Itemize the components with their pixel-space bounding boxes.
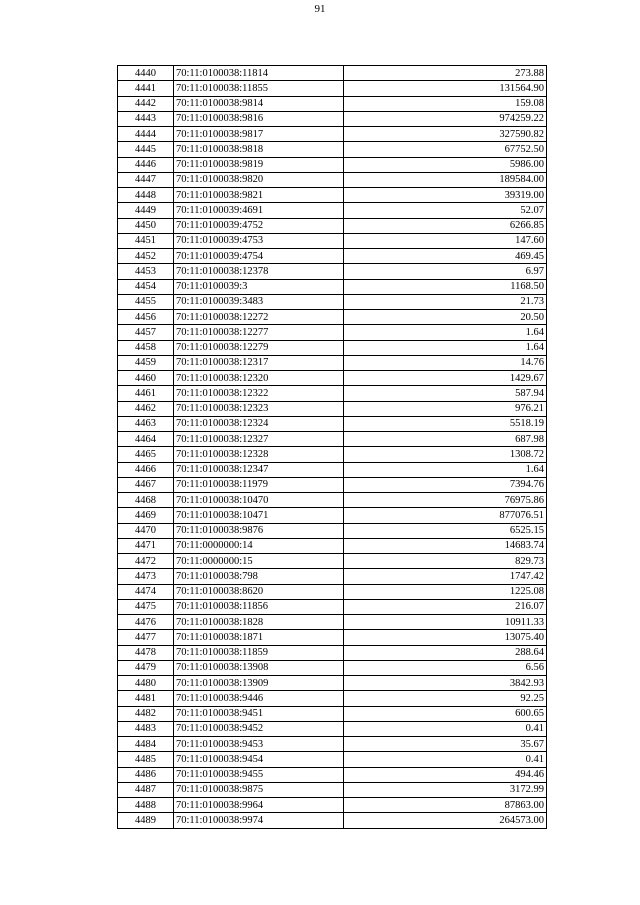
table-row bbox=[118, 447, 547, 462]
row-number-cell: 4459 bbox=[118, 355, 174, 370]
table-row bbox=[118, 386, 547, 401]
value-cell: 1429.67 bbox=[344, 371, 547, 386]
table-row bbox=[118, 401, 547, 416]
row-number-cell: 4486 bbox=[118, 767, 174, 782]
table-row bbox=[118, 142, 547, 157]
row-number-cell: 4444 bbox=[118, 127, 174, 142]
row-number-cell: 4448 bbox=[118, 188, 174, 203]
row-number-cell: 4487 bbox=[118, 782, 174, 797]
value-cell: 131564.90 bbox=[344, 81, 547, 96]
row-number-cell: 4480 bbox=[118, 676, 174, 691]
value-cell: 1.64 bbox=[344, 340, 547, 355]
row-number-cell: 4489 bbox=[118, 813, 174, 828]
cadastral-number-cell: 70:11:0100038:1871 bbox=[174, 630, 344, 645]
row-number-cell: 4458 bbox=[118, 340, 174, 355]
table-row bbox=[118, 523, 547, 538]
row-number-cell: 4481 bbox=[118, 691, 174, 706]
value-cell: 21.73 bbox=[344, 294, 547, 309]
cadastral-number-cell: 70:11:0100039:4753 bbox=[174, 233, 344, 248]
value-cell: 6525.15 bbox=[344, 523, 547, 538]
row-number-cell: 4441 bbox=[118, 81, 174, 96]
value-cell: 5986.00 bbox=[344, 157, 547, 172]
table-row bbox=[118, 599, 547, 614]
table-row bbox=[118, 371, 547, 386]
table-row bbox=[118, 325, 547, 340]
table-row bbox=[118, 508, 547, 523]
table-row bbox=[118, 493, 547, 508]
value-cell: 1.64 bbox=[344, 325, 547, 340]
cadastral-number-cell: 70:11:0100039:4754 bbox=[174, 249, 344, 264]
row-number-cell: 4468 bbox=[118, 493, 174, 508]
table-row bbox=[118, 279, 547, 294]
cadastral-number-cell: 70:11:0100038:9820 bbox=[174, 172, 344, 187]
table-row bbox=[118, 127, 547, 142]
value-cell: 35.67 bbox=[344, 737, 547, 752]
row-number-cell: 4479 bbox=[118, 660, 174, 675]
value-cell: 288.64 bbox=[344, 645, 547, 660]
cadastral-number-cell: 70:11:0100038:12317 bbox=[174, 355, 344, 370]
value-cell: 0.41 bbox=[344, 752, 547, 767]
row-number-cell: 4462 bbox=[118, 401, 174, 416]
value-cell: 1.64 bbox=[344, 462, 547, 477]
table-row bbox=[118, 706, 547, 721]
value-cell: 0.41 bbox=[344, 721, 547, 736]
value-cell: 587.94 bbox=[344, 386, 547, 401]
table-row bbox=[118, 218, 547, 233]
value-cell: 974259.22 bbox=[344, 111, 547, 126]
cadastral-number-cell: 70:11:0100038:10471 bbox=[174, 508, 344, 523]
cadastral-number-cell: 70:11:0100038:9974 bbox=[174, 813, 344, 828]
table-row bbox=[118, 737, 547, 752]
table-row bbox=[118, 340, 547, 355]
value-cell: 469.45 bbox=[344, 249, 547, 264]
value-cell: 67752.50 bbox=[344, 142, 547, 157]
cadastral-number-cell: 70:11:0100038:11856 bbox=[174, 599, 344, 614]
cadastral-number-cell: 70:11:0100038:11979 bbox=[174, 477, 344, 492]
value-cell: 13075.40 bbox=[344, 630, 547, 645]
cadastral-number-cell: 70:11:0100038:12327 bbox=[174, 432, 344, 447]
cadastral-number-cell: 70:11:0100038:9454 bbox=[174, 752, 344, 767]
value-cell: 3172.99 bbox=[344, 782, 547, 797]
row-number-cell: 4464 bbox=[118, 432, 174, 447]
cadastral-number-cell: 70:11:0100038:12347 bbox=[174, 462, 344, 477]
value-cell: 1225.08 bbox=[344, 584, 547, 599]
cadastral-number-cell: 70:11:0100038:12378 bbox=[174, 264, 344, 279]
table-row bbox=[118, 157, 547, 172]
row-number-cell: 4452 bbox=[118, 249, 174, 264]
row-number-cell: 4460 bbox=[118, 371, 174, 386]
cadastral-number-cell: 70:11:0100038:12323 bbox=[174, 401, 344, 416]
table-row bbox=[118, 233, 547, 248]
table-body bbox=[118, 66, 547, 829]
table-row bbox=[118, 355, 547, 370]
row-number-cell: 4449 bbox=[118, 203, 174, 218]
cadastral-number-cell: 70:11:0100038:12328 bbox=[174, 447, 344, 462]
table-row bbox=[118, 111, 547, 126]
row-number-cell: 4484 bbox=[118, 737, 174, 752]
value-cell: 20.50 bbox=[344, 310, 547, 325]
row-number-cell: 4445 bbox=[118, 142, 174, 157]
table-row bbox=[118, 554, 547, 569]
cadastral-number-cell: 70:11:0100038:9876 bbox=[174, 523, 344, 538]
cadastral-number-cell: 70:11:0100038:13909 bbox=[174, 676, 344, 691]
row-number-cell: 4443 bbox=[118, 111, 174, 126]
table-row bbox=[118, 310, 547, 325]
cadastral-number-cell: 70:11:0100038:12277 bbox=[174, 325, 344, 340]
value-cell: 327590.82 bbox=[344, 127, 547, 142]
table-row bbox=[118, 294, 547, 309]
value-cell: 877076.51 bbox=[344, 508, 547, 523]
table-row bbox=[118, 203, 547, 218]
value-cell: 976.21 bbox=[344, 401, 547, 416]
row-number-cell: 4467 bbox=[118, 477, 174, 492]
table-row bbox=[118, 798, 547, 813]
value-cell: 189584.00 bbox=[344, 172, 547, 187]
cadastral-number-cell: 70:11:0100038:9875 bbox=[174, 782, 344, 797]
cadastral-number-cell: 70:11:0100039:3483 bbox=[174, 294, 344, 309]
table-row bbox=[118, 172, 547, 187]
row-number-cell: 4440 bbox=[118, 66, 174, 81]
value-cell: 10911.33 bbox=[344, 615, 547, 630]
cadastral-number-cell: 70:11:0100038:12320 bbox=[174, 371, 344, 386]
row-number-cell: 4465 bbox=[118, 447, 174, 462]
cadastral-number-cell: 70:11:0100038:8620 bbox=[174, 584, 344, 599]
value-cell: 52.07 bbox=[344, 203, 547, 218]
value-cell: 216.07 bbox=[344, 599, 547, 614]
value-cell: 600.65 bbox=[344, 706, 547, 721]
cadastral-number-cell: 70:11:0100039:3 bbox=[174, 279, 344, 294]
table-row bbox=[118, 249, 547, 264]
page-number: 91 bbox=[314, 3, 326, 15]
table-row bbox=[118, 462, 547, 477]
cadastral-number-cell: 70:11:0100039:4752 bbox=[174, 218, 344, 233]
table-row bbox=[118, 569, 547, 584]
row-number-cell: 4488 bbox=[118, 798, 174, 813]
row-number-cell: 4451 bbox=[118, 233, 174, 248]
table-row bbox=[118, 66, 547, 81]
value-cell: 14683.74 bbox=[344, 538, 547, 553]
cadastral-number-cell: 70:11:0100038:11814 bbox=[174, 66, 344, 81]
row-number-cell: 4466 bbox=[118, 462, 174, 477]
value-cell: 5518.19 bbox=[344, 416, 547, 431]
cadastral-number-cell: 70:11:0100038:9451 bbox=[174, 706, 344, 721]
table-row bbox=[118, 538, 547, 553]
row-number-cell: 4455 bbox=[118, 294, 174, 309]
value-cell: 687.98 bbox=[344, 432, 547, 447]
cadastral-number-cell: 70:11:0100038:12324 bbox=[174, 416, 344, 431]
cadastral-number-cell: 70:11:0100038:12272 bbox=[174, 310, 344, 325]
row-number-cell: 4476 bbox=[118, 615, 174, 630]
table-row bbox=[118, 630, 547, 645]
table-row bbox=[118, 477, 547, 492]
cadastral-number-cell: 70:11:0100038:9821 bbox=[174, 188, 344, 203]
cadastral-number-cell: 70:11:0100038:1828 bbox=[174, 615, 344, 630]
cadastral-number-cell: 70:11:0100038:9814 bbox=[174, 96, 344, 111]
value-cell: 6.97 bbox=[344, 264, 547, 279]
row-number-cell: 4483 bbox=[118, 721, 174, 736]
table-row bbox=[118, 676, 547, 691]
row-number-cell: 4470 bbox=[118, 523, 174, 538]
table-row bbox=[118, 584, 547, 599]
cadastral-number-cell: 70:11:0000000:14 bbox=[174, 538, 344, 553]
value-cell: 494.46 bbox=[344, 767, 547, 782]
row-number-cell: 4457 bbox=[118, 325, 174, 340]
value-cell: 7394.76 bbox=[344, 477, 547, 492]
table-row bbox=[118, 416, 547, 431]
value-cell: 1308.72 bbox=[344, 447, 547, 462]
value-cell: 92.25 bbox=[344, 691, 547, 706]
row-number-cell: 4482 bbox=[118, 706, 174, 721]
row-number-cell: 4446 bbox=[118, 157, 174, 172]
table-row bbox=[118, 264, 547, 279]
value-cell: 264573.00 bbox=[344, 813, 547, 828]
table-row bbox=[118, 782, 547, 797]
value-cell: 6266.85 bbox=[344, 218, 547, 233]
table-row bbox=[118, 721, 547, 736]
table-row bbox=[118, 188, 547, 203]
row-number-cell: 4447 bbox=[118, 172, 174, 187]
cadastral-number-cell: 70:11:0100038:11859 bbox=[174, 645, 344, 660]
value-cell: 6.56 bbox=[344, 660, 547, 675]
value-cell: 147.60 bbox=[344, 233, 547, 248]
value-cell: 3842.93 bbox=[344, 676, 547, 691]
cadastral-number-cell: 70:11:0100038:9453 bbox=[174, 737, 344, 752]
value-cell: 1168.50 bbox=[344, 279, 547, 294]
row-number-cell: 4474 bbox=[118, 584, 174, 599]
table-row bbox=[118, 660, 547, 675]
row-number-cell: 4442 bbox=[118, 96, 174, 111]
cadastral-number-cell: 70:11:0100038:10470 bbox=[174, 493, 344, 508]
cadastral-number-cell: 70:11:0100038:9816 bbox=[174, 111, 344, 126]
row-number-cell: 4453 bbox=[118, 264, 174, 279]
cadastral-number-cell: 70:11:0100038:9964 bbox=[174, 798, 344, 813]
table-row bbox=[118, 767, 547, 782]
table-row bbox=[118, 96, 547, 111]
row-number-cell: 4456 bbox=[118, 310, 174, 325]
cadastral-number-cell: 70:11:0100038:9819 bbox=[174, 157, 344, 172]
value-cell: 76975.86 bbox=[344, 493, 547, 508]
cadastral-number-cell: 70:11:0100038:9817 bbox=[174, 127, 344, 142]
row-number-cell: 4477 bbox=[118, 630, 174, 645]
cadastral-number-cell: 70:11:0100039:4691 bbox=[174, 203, 344, 218]
row-number-cell: 4473 bbox=[118, 569, 174, 584]
table-row bbox=[118, 432, 547, 447]
cadastral-number-cell: 70:11:0100038:12279 bbox=[174, 340, 344, 355]
cadastral-number-cell: 70:11:0100038:9446 bbox=[174, 691, 344, 706]
table-row bbox=[118, 81, 547, 96]
row-number-cell: 4485 bbox=[118, 752, 174, 767]
cadastral-number-cell: 70:11:0100038:9818 bbox=[174, 142, 344, 157]
row-number-cell: 4454 bbox=[118, 279, 174, 294]
table-row bbox=[118, 615, 547, 630]
value-cell: 39319.00 bbox=[344, 188, 547, 203]
cadastral-number-cell: 70:11:0100038:798 bbox=[174, 569, 344, 584]
cadastral-number-cell: 70:11:0100038:12322 bbox=[174, 386, 344, 401]
value-cell: 14.76 bbox=[344, 355, 547, 370]
value-cell: 273.88 bbox=[344, 66, 547, 81]
table-row bbox=[118, 645, 547, 660]
row-number-cell: 4450 bbox=[118, 218, 174, 233]
cadastral-number-cell: 70:11:0100038:9452 bbox=[174, 721, 344, 736]
cadastral-number-cell: 70:11:0100038:9455 bbox=[174, 767, 344, 782]
row-number-cell: 4472 bbox=[118, 554, 174, 569]
row-number-cell: 4475 bbox=[118, 599, 174, 614]
row-number-cell: 4469 bbox=[118, 508, 174, 523]
value-cell: 1747.42 bbox=[344, 569, 547, 584]
table-row bbox=[118, 752, 547, 767]
row-number-cell: 4471 bbox=[118, 538, 174, 553]
value-cell: 829.73 bbox=[344, 554, 547, 569]
row-number-cell: 4478 bbox=[118, 645, 174, 660]
cadastral-number-cell: 70:11:0100038:13908 bbox=[174, 660, 344, 675]
value-cell: 159.08 bbox=[344, 96, 547, 111]
table-row bbox=[118, 813, 547, 828]
table-row bbox=[118, 691, 547, 706]
cadastral-value-table bbox=[117, 65, 547, 829]
row-number-cell: 4463 bbox=[118, 416, 174, 431]
value-cell: 87863.00 bbox=[344, 798, 547, 813]
cadastral-number-cell: 70:11:0000000:15 bbox=[174, 554, 344, 569]
cadastral-number-cell: 70:11:0100038:11855 bbox=[174, 81, 344, 96]
row-number-cell: 4461 bbox=[118, 386, 174, 401]
